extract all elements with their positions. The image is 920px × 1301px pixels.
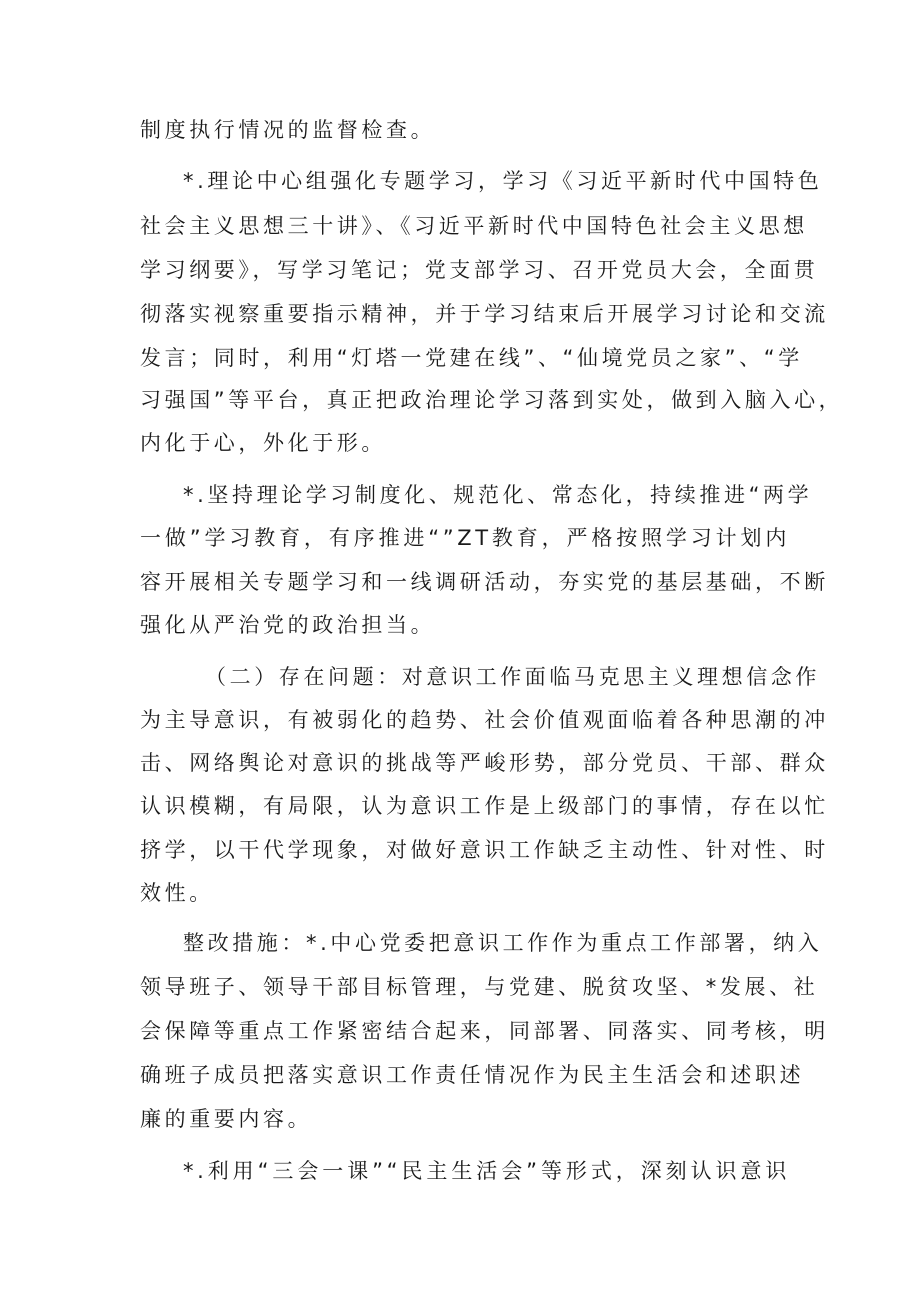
paragraph-line: 社会主义思想三十讲》、《习近平新时代中国特色社会主义思想 [140,214,808,238]
paragraph-line: 学习纲要》，写学习笔记；党支部学习、召开党员大会，全面贯 [140,258,819,282]
paragraph-line: 为主导意识，有被弱化的趋势、社会价值观面临着各种思潮的冲 [140,708,829,732]
paragraph-line: 确班子成员把落实意识工作责任情况作为民主生活会和述职述 [140,1063,805,1087]
paragraph-line: *.理论中心组强化专题学习，学习《习近平新时代中国特色 [183,169,823,193]
paragraph-line: 彻落实视察重要指示精神，并于学习结束后开展学习讨论和交流 [140,302,829,326]
paragraph-line: 制度执行情况的监督检查。 [140,118,436,142]
paragraph-line: 整改措施：*.中心党委把意识工作作为重点工作部署，纳入 [183,931,823,955]
paragraph-line: 会保障等重点工作紧密结合起来，同部署、同落实、同考核，明 [140,1019,829,1043]
paragraph-line: 发言；同时，利用“灯塔一党建在线”、“仙境党员之家”、“学 [140,346,803,370]
paragraph-line: *.利用“三会一课”“民主生活会”等形式，深刻认识意识 [183,1159,790,1183]
paragraph-line: 习强国”等平台，真正把政治理论学习落到实处，做到入脑入心， [140,388,844,412]
paragraph-line: 击、网络舆论对意识的挑战等严峻形势，部分党员、干部、群众 [140,751,829,775]
paragraph-line: 内化于心，外化于形。 [140,431,386,455]
paragraph-line: 认识模糊，有局限，认为意识工作是上级部门的事情，存在以忙 [140,794,829,818]
paragraph-line: *.坚持理论学习制度化、规范化、常态化，持续推进“两学 [183,483,813,507]
paragraph-line: 挤学，以干代学现象，对做好意识工作缺乏主动性、针对性、时 [140,838,829,862]
paragraph-line: 一做”学习教育，有序推进“”ZT教育，严格按照学习计划内 [140,526,790,550]
paragraph-line: 廉的重要内容。 [140,1107,313,1131]
paragraph-line: 容开展相关专题学习和一线调研活动，夯实党的基层基础，不断 [140,570,829,594]
paragraph-line: （二）存在问题：对意识工作面临马克思主义理想信念作 [205,665,820,689]
paragraph-line: 强化从严治党的政治担当。 [140,613,436,637]
paragraph-line: 领导班子、领导干部目标管理，与党建、脱贫攻坚、*发展、社 [140,975,819,999]
paragraph-line: 效性。 [140,881,214,905]
